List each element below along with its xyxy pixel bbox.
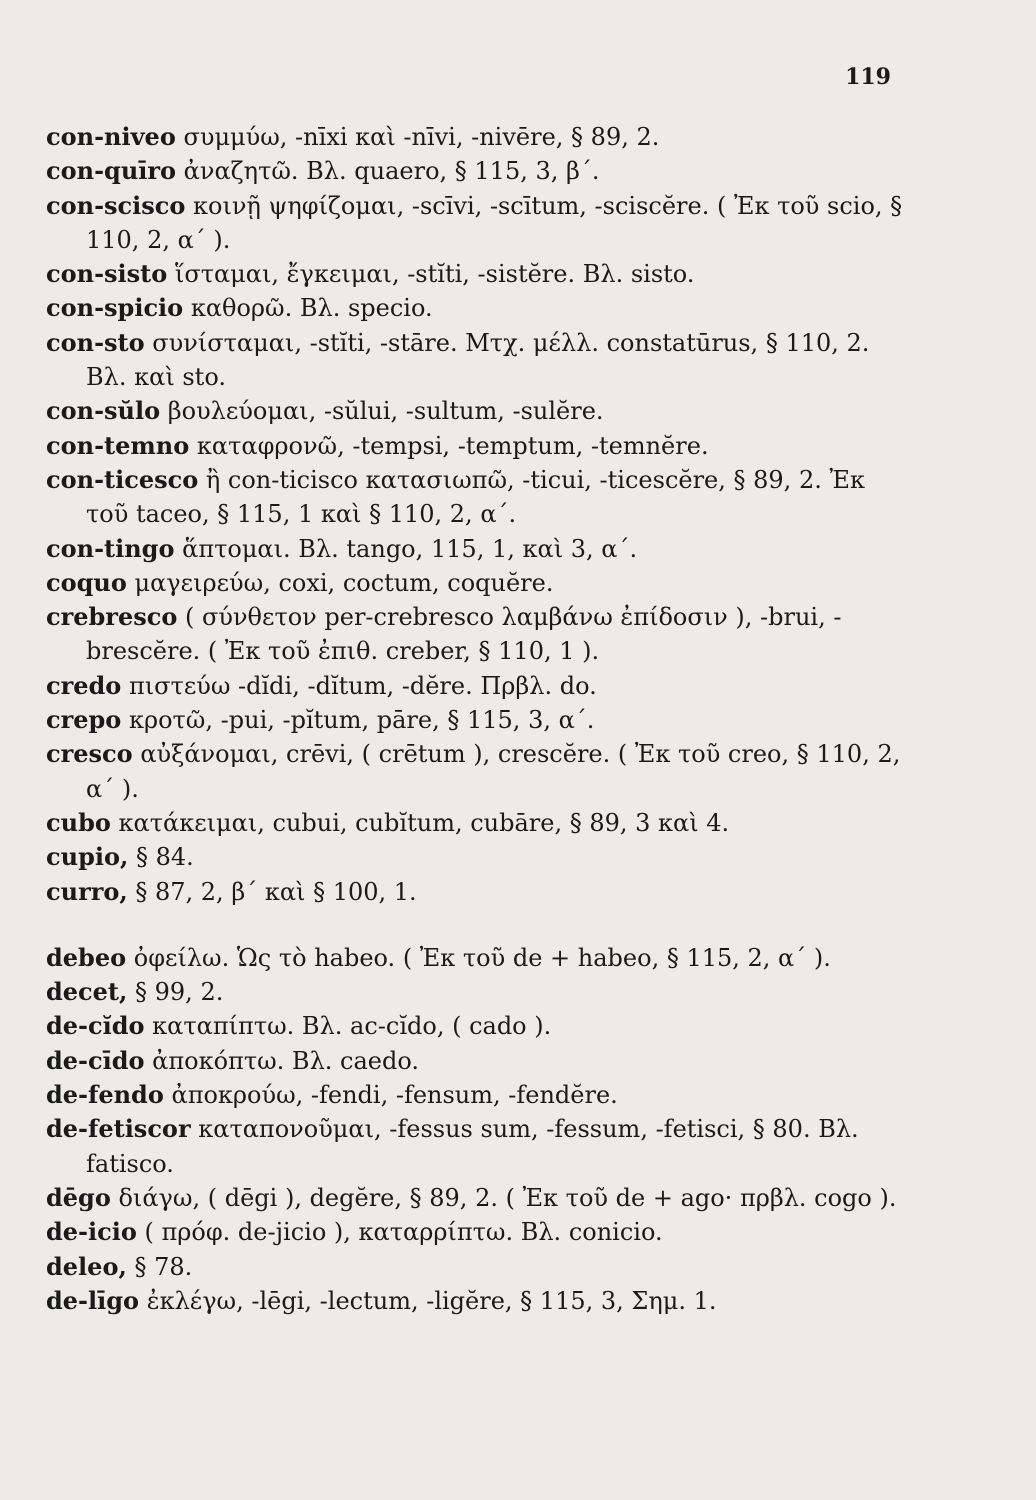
dictionary-entry: [46, 1284, 906, 1318]
dictionary-entry: [46, 1112, 906, 1181]
entry-headword: dēgo: [46, 1182, 111, 1212]
entry-definition: βουλεύομαι, -sŭlui, -sultum, -sulĕre.: [167, 397, 604, 426]
entry-definition: διάγω, ( dēgi ), degĕre, § 89, 2. ( Ἐκ τοῦ de + ago· πρβλ. cogo ).: [118, 1183, 897, 1212]
entry-headword: de-fendo: [46, 1080, 164, 1110]
dictionary-entry: [46, 703, 906, 737]
entry-definition: κοινῇ ψηφίζομαι, -scīvi, -scītum, -sciscĕre. ( Ἐκ τοῦ scio, § 110, 2, α΄ ).: [86, 191, 903, 254]
entry-definition: καταπονοῦμαι, -fessus sum, -fessum, -fetisci, § 80. Βλ. fatisco.: [86, 1115, 859, 1178]
entry-headword: de-icio: [46, 1217, 137, 1247]
entry-headword: de-fetiscor: [46, 1114, 191, 1144]
entry-definition: § 78.: [134, 1252, 193, 1281]
dictionary-entry: [46, 875, 906, 909]
entry-headword: con-temno: [46, 430, 190, 460]
entry-definition: ἀποκρούω, -fendi, -fensum, -fendĕre.: [171, 1081, 618, 1110]
entry-definition: καταπίπτω. Βλ. ac-cĭdo, ( cado ).: [152, 1012, 552, 1041]
entry-definition: αὐξάνομαι, crēvi, ( crētum ), crescĕre. ( Ἐκ τοῦ creo, § 110, 2, α΄ ).: [86, 740, 901, 803]
entry-headword: con-sisto: [46, 259, 168, 289]
entry-definition: κροτῶ, -pui, -pĭtum, pāre, § 115, 3, α΄.: [128, 706, 595, 735]
dictionary-entry: [46, 154, 906, 188]
entry-definition: § 84.: [135, 843, 194, 872]
dictionary-entry: [46, 941, 906, 975]
entry-headword: curro,: [46, 876, 128, 906]
entry-definition: πιστεύω -dĭdi, -dĭtum, -dĕre. Πρβλ. do.: [128, 671, 597, 700]
dictionary-entry: [46, 737, 906, 806]
entry-headword: coquo: [46, 567, 127, 597]
page-number: 119: [845, 64, 891, 90]
entry-headword: deleo,: [46, 1251, 127, 1281]
entry-list: [46, 120, 906, 1318]
entry-definition: ἐκλέγω, -lēgi, -lectum, -ligĕre, § 115, 3, Σημ. 1.: [146, 1286, 717, 1315]
entry-headword: credo: [46, 670, 122, 700]
entry-headword: con-sto: [46, 327, 145, 357]
entry-definition: μαγειρεύω, coxi, coctum, coquĕre.: [134, 568, 554, 597]
dictionary-entry: [46, 1044, 906, 1078]
entry-definition: ἅπτομαι. Βλ. tango, 115, 1, καὶ 3, α΄.: [182, 534, 638, 563]
entry-headword: de-cĭdo: [46, 1011, 145, 1041]
entry-headword: decet,: [46, 977, 128, 1007]
dictionary-entry: [46, 566, 906, 600]
dictionary-entry: [46, 532, 906, 566]
dictionary-entry: [46, 429, 906, 463]
dictionary-entry: [46, 600, 906, 669]
dictionary-entry: [46, 120, 906, 154]
dictionary-entry: [46, 1181, 906, 1215]
entry-definition: καθορῶ. Βλ. specio.: [190, 294, 433, 323]
dictionary-entry: [46, 189, 906, 258]
dictionary-entry: [46, 1009, 906, 1043]
entry-headword: cresco: [46, 739, 133, 769]
entry-headword: crebresco: [46, 602, 178, 632]
entry-headword: con-sŭlo: [46, 396, 161, 426]
section-gap: [46, 909, 906, 941]
entry-headword: con-spicio: [46, 293, 184, 323]
entry-headword: crepo: [46, 705, 122, 735]
entry-definition: ἀναζητῶ. Βλ. quaero, § 115, 3, β΄.: [183, 157, 600, 186]
entry-definition: συνίσταμαι, -stĭti, -stāre. Μτχ. μέλλ. constatūrus, § 110, 2. Βλ. καὶ sto.: [86, 328, 870, 392]
entry-definition: ἢ con-ticisco κατασιωπῶ, -ticui, -ticescĕre, § 89, 2. Ἐκ τοῦ taceo, § 115, 1 καὶ § 110, 2, α΄.: [86, 465, 865, 529]
entry-definition: § 99, 2.: [135, 978, 224, 1007]
entry-headword: con-ticesco: [46, 464, 199, 494]
entry-definition: κατάκειμαι, cubui, cubĭtum, cubāre, § 89, 3 καὶ 4.: [118, 808, 730, 837]
dictionary-entry: [46, 1250, 906, 1284]
entry-definition: ὀφείλω. Ὡς τὸ habeo. ( Ἐκ τοῦ de + habeo, § 115, 2, α΄ ).: [133, 943, 831, 972]
dictionary-entry: [46, 326, 906, 395]
entry-definition: ἵσταμαι, ἔγκειμαι, -stĭti, -sistĕre. Βλ. sisto.: [174, 260, 695, 289]
dictionary-entry: [46, 394, 906, 428]
entry-definition: ( πρόφ. de-jicio ), καταρρίπτω. Βλ. conicio.: [144, 1218, 663, 1247]
dictionary-entry: [46, 1215, 906, 1249]
entry-headword: con-tingo: [46, 533, 175, 563]
entry-definition: ἀποκόπτω. Βλ. caedo.: [152, 1046, 420, 1075]
entry-definition: ( σύνθετον per-crebresco λαμβάνω ἐπίδοσιν ), -brui, -brescĕre. ( Ἐκ τοῦ ἐπιθ. creber, § 110, 1 ).: [86, 603, 842, 666]
entry-headword: de-cīdo: [46, 1045, 145, 1075]
entry-headword: de-līgo: [46, 1285, 140, 1315]
entry-headword: con-scisco: [46, 190, 186, 220]
entry-headword: con-niveo: [46, 122, 176, 151]
dictionary-entry: [46, 463, 906, 532]
dictionary-entry: [46, 1078, 906, 1112]
entry-definition: § 87, 2, β΄ καὶ § 100, 1.: [135, 877, 417, 906]
dictionary-entry: [46, 669, 906, 703]
entry-headword: debeo: [46, 942, 127, 972]
dictionary-entry: [46, 806, 906, 840]
dictionary-entry: [46, 291, 906, 325]
entry-headword: cubo: [46, 807, 111, 837]
dictionary-entry: [46, 840, 906, 874]
entry-headword: cupio,: [46, 842, 129, 872]
entry-definition: καταφρονῶ, -tempsi, -temptum, -temnĕre.: [196, 431, 709, 460]
dictionary-entry: [46, 257, 906, 291]
dictionary-entry: [46, 975, 906, 1009]
entry-headword: con-quīro: [46, 156, 177, 186]
entry-definition: συμμύω, -nīxi καὶ -nīvi, -nivēre, § 89, 2.: [183, 123, 660, 151]
